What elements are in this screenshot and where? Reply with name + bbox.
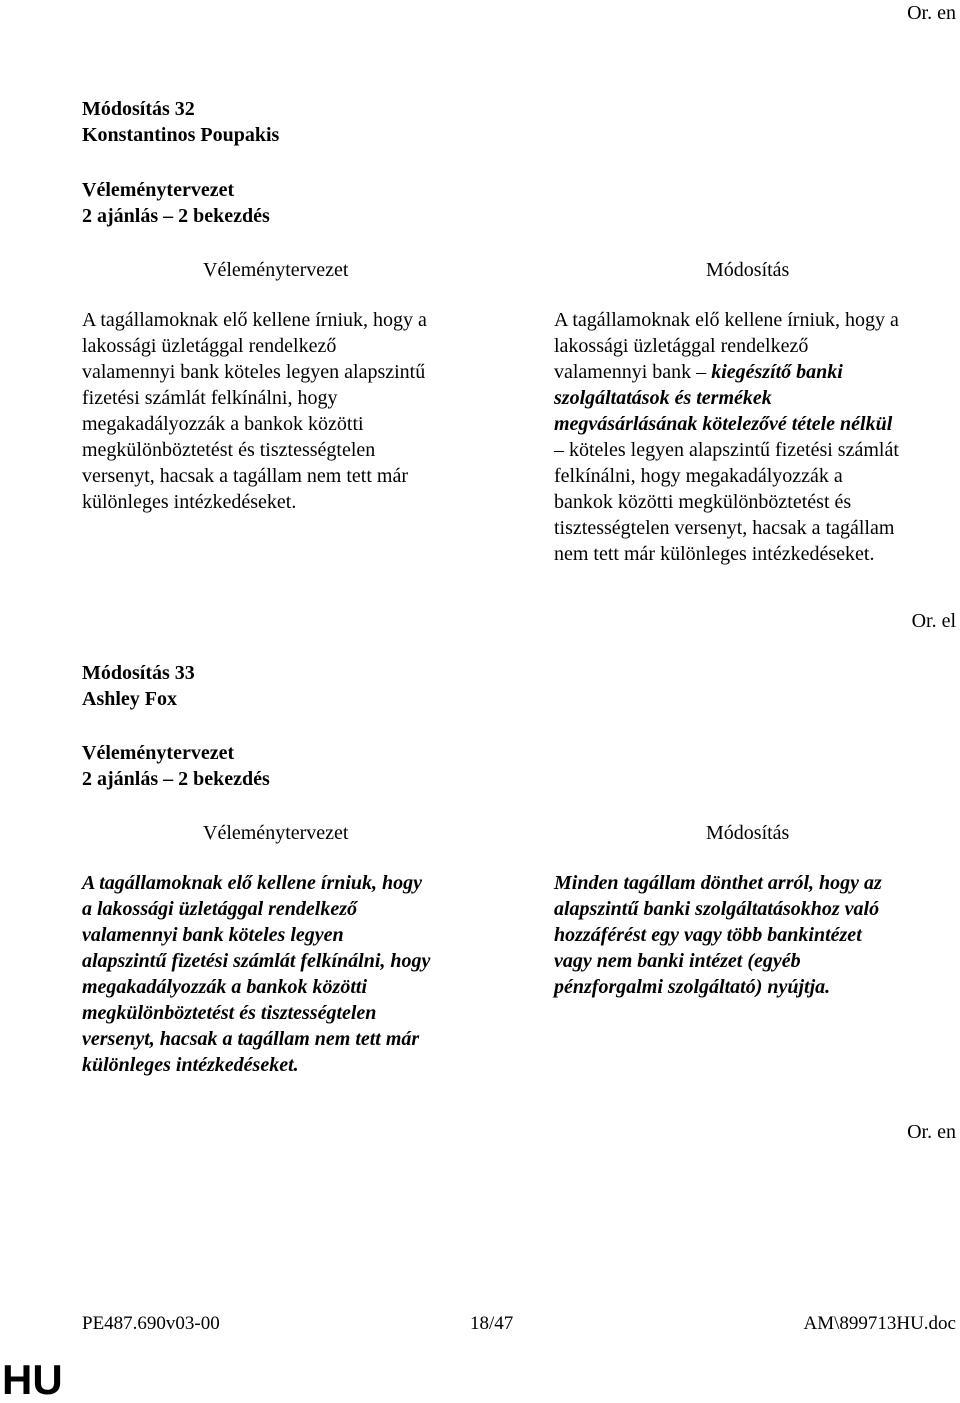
amended-text: Minden tagállam dönthet arról, hogy az alapszintű banki szolgáltatásokhoz való hozzáférést egy vagy több bankintézet vagy nem banki intézet (egyéb pénzforgalmi szolgáltató) nyújtja. <box>554 872 882 998</box>
amendment-author: Ashley Fox <box>82 688 177 710</box>
amendment-title: Módosítás 32 <box>82 98 195 120</box>
amendment-document: Véleménytervezet <box>82 742 235 764</box>
amended-text: A tagállamoknak elő kellene írniuk, hogy a lakossági üzletággal rendelkező valamennyi bank – kiegészítő banki szolgáltatások és termékek megvásárlásának kötelezővé tétele nélkül – köteles legyen alapszintű fizetési számlát felkínálni, hogy megakadályozzák a bankok közötti megkülönböztetést és tisztességtelen versenyt, hacsak a tagállam nem tett már különleges intézkedéseket. <box>554 309 899 565</box>
right-column-header: Módosítás <box>706 259 790 281</box>
amendment-title: Módosítás 33 <box>82 662 195 684</box>
language-code: HU <box>2 1356 63 1403</box>
amendment-reference: 2 ajánlás – 2 bekezdés <box>82 768 270 790</box>
footer-filename: AM\899713HU.doc <box>803 1313 956 1334</box>
original-text: A tagállamoknak elő kellene írniuk, hogy a lakossági üzletággal rendelkező valamennyi bank köteles legyen alapszintű fizetési számlát felkínálni, hogy megakadályozzák a bankok közötti megkülönböztetést és tisztességtelen versenyt, hacsak a tagállam nem tett már különleges intézkedéseket. <box>82 872 431 1076</box>
footer-reference: PE487.690v03-00 <box>82 1313 220 1334</box>
left-column-header: Véleménytervezet <box>203 259 349 281</box>
left-column-header: Véleménytervezet <box>203 822 349 844</box>
top-language-note: Or. en <box>907 2 956 24</box>
original-language-note: Or. en <box>907 1121 956 1143</box>
footer-page-number: 18/47 <box>470 1313 514 1334</box>
amendment-reference: 2 ajánlás – 2 bekezdés <box>82 205 270 227</box>
amendment-document: Véleménytervezet <box>82 179 235 201</box>
original-language-note: Or. el <box>911 610 956 632</box>
right-column-header: Módosítás <box>706 822 790 844</box>
original-text: A tagállamoknak elő kellene írniuk, hogy a lakossági üzletággal rendelkező valamennyi bank köteles legyen alapszintű fizetési számlát felkínálni, hogy megakadályozzák a bankok közötti megkülönböztetést és tisztességtelen versenyt, hacsak a tagállam nem tett már különleges intézkedéseket. <box>82 309 427 513</box>
amendment-author: Konstantinos Poupakis <box>82 124 280 146</box>
